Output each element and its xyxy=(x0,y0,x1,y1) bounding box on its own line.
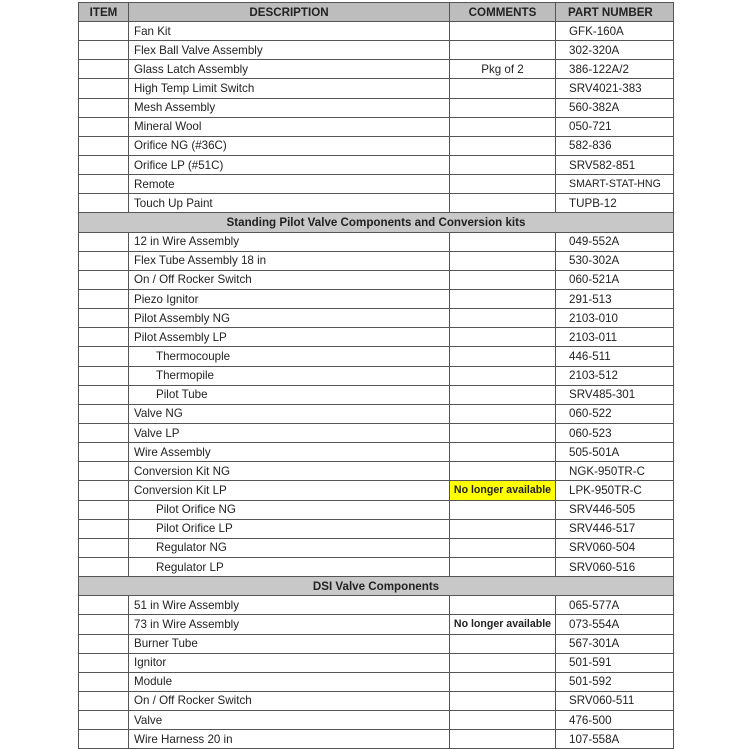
comment-cell xyxy=(450,730,556,749)
description-cell: Glass Latch Assembly xyxy=(129,60,450,79)
section-header-row xyxy=(79,577,674,596)
item-cell xyxy=(79,79,129,98)
comment-cell: Pkg of 2 xyxy=(450,60,556,79)
table-row xyxy=(79,557,674,576)
part-number-cell: 107-558A xyxy=(556,730,674,749)
item-cell xyxy=(79,309,129,328)
part-number-cell: GFK-160A xyxy=(556,22,674,41)
description-cell: Mineral Wool xyxy=(129,117,450,136)
table-row xyxy=(79,538,674,557)
description-cell: Thermopile xyxy=(129,366,450,385)
item-cell xyxy=(79,653,129,672)
item-cell xyxy=(79,232,129,251)
comment-cell xyxy=(450,79,556,98)
comment-cell-unavailable: No longer available xyxy=(450,481,556,500)
description-cell: Burner Tube xyxy=(129,634,450,653)
item-cell xyxy=(79,347,129,366)
comment-cell xyxy=(450,175,556,194)
description-cell: Regulator NG xyxy=(129,538,450,557)
item-cell xyxy=(79,60,129,79)
item-cell xyxy=(79,385,129,404)
table-row xyxy=(79,423,674,442)
comment-cell xyxy=(450,500,556,519)
item-cell xyxy=(79,596,129,615)
item-cell xyxy=(79,730,129,749)
comment-cell xyxy=(450,41,556,60)
item-cell xyxy=(79,117,129,136)
item-cell xyxy=(79,251,129,270)
description-cell: Pilot Tube xyxy=(129,385,450,404)
description-cell: 51 in Wire Assembly xyxy=(129,596,450,615)
item-cell xyxy=(79,615,129,634)
table-row xyxy=(79,672,674,691)
part-number-cell: 446-511 xyxy=(556,347,674,366)
description-cell: Orifice NG (#36C) xyxy=(129,136,450,155)
comment-cell xyxy=(450,404,556,423)
description-cell: On / Off Rocker Switch xyxy=(129,691,450,710)
parts-list-sheet xyxy=(78,2,673,749)
description-cell: On / Off Rocker Switch xyxy=(129,270,450,289)
item-cell xyxy=(79,691,129,710)
comment-cell xyxy=(450,711,556,730)
part-number-cell: SRV060-511 xyxy=(556,691,674,710)
header-item: ITEM xyxy=(79,3,129,22)
description-cell: Conversion Kit NG xyxy=(129,462,450,481)
part-number-cell: 567-301A xyxy=(556,634,674,653)
item-cell xyxy=(79,194,129,213)
item-cell xyxy=(79,22,129,41)
item-cell xyxy=(79,443,129,462)
comment-cell xyxy=(450,385,556,404)
part-number-cell: 530-302A xyxy=(556,251,674,270)
item-cell xyxy=(79,423,129,442)
table-row xyxy=(79,98,674,117)
description-cell: Remote xyxy=(129,175,450,194)
part-number-cell: TUPB-12 xyxy=(556,194,674,213)
table-row xyxy=(79,232,674,251)
comment-cell xyxy=(450,366,556,385)
description-cell: Fan Kit xyxy=(129,22,450,41)
description-cell: Conversion Kit LP xyxy=(129,481,450,500)
item-cell xyxy=(79,155,129,174)
parts-table xyxy=(78,2,674,749)
table-row xyxy=(79,347,674,366)
description-cell: Ignitor xyxy=(129,653,450,672)
part-number-cell: SRV060-504 xyxy=(556,538,674,557)
item-cell xyxy=(79,519,129,538)
table-row xyxy=(79,615,674,634)
comment-cell xyxy=(450,289,556,308)
comment-cell xyxy=(450,596,556,615)
comment-cell xyxy=(450,557,556,576)
description-cell: Touch Up Paint xyxy=(129,194,450,213)
table-row xyxy=(79,117,674,136)
table-body xyxy=(79,22,674,749)
item-cell xyxy=(79,404,129,423)
table-row xyxy=(79,175,674,194)
description-cell: Valve NG xyxy=(129,404,450,423)
table-row xyxy=(79,309,674,328)
table-header xyxy=(79,3,674,22)
table-row xyxy=(79,41,674,60)
table-row xyxy=(79,500,674,519)
table-row xyxy=(79,79,674,98)
comment-cell xyxy=(450,672,556,691)
description-cell: Regulator LP xyxy=(129,557,450,576)
part-number-cell: 582-836 xyxy=(556,136,674,155)
part-number-cell: 060-521A xyxy=(556,270,674,289)
item-cell xyxy=(79,175,129,194)
table-row xyxy=(79,443,674,462)
description-cell: Wire Assembly xyxy=(129,443,450,462)
description-cell: Module xyxy=(129,672,450,691)
part-number-cell: 060-523 xyxy=(556,423,674,442)
description-cell: Wire Harness 20 in xyxy=(129,730,450,749)
item-cell xyxy=(79,98,129,117)
item-cell xyxy=(79,557,129,576)
item-cell xyxy=(79,634,129,653)
comment-cell xyxy=(450,251,556,270)
part-number-cell: SRV485-301 xyxy=(556,385,674,404)
table-row xyxy=(79,251,674,270)
part-number-cell: 060-522 xyxy=(556,404,674,423)
comment-cell xyxy=(450,136,556,155)
part-number-cell: 501-591 xyxy=(556,653,674,672)
part-number-cell: 386-122A/2 xyxy=(556,60,674,79)
item-cell xyxy=(79,366,129,385)
description-cell: Thermocouple xyxy=(129,347,450,366)
table-row xyxy=(79,366,674,385)
table-row xyxy=(79,328,674,347)
part-number-cell: 050-721 xyxy=(556,117,674,136)
part-number-cell: 560-382A xyxy=(556,98,674,117)
item-cell xyxy=(79,711,129,730)
part-number-cell: 505-501A xyxy=(556,443,674,462)
comment-cell xyxy=(450,691,556,710)
part-number-cell: NGK-950TR-C xyxy=(556,462,674,481)
part-number-cell: 291-513 xyxy=(556,289,674,308)
table-row xyxy=(79,711,674,730)
comment-cell xyxy=(450,22,556,41)
part-number-cell: 049-552A xyxy=(556,232,674,251)
description-cell: Mesh Assembly xyxy=(129,98,450,117)
description-cell: Valve xyxy=(129,711,450,730)
comment-cell xyxy=(450,653,556,672)
item-cell xyxy=(79,136,129,155)
description-cell: Flex Tube Assembly 18 in xyxy=(129,251,450,270)
part-number-cell: 501-592 xyxy=(556,672,674,691)
comment-cell xyxy=(450,194,556,213)
table-row xyxy=(79,634,674,653)
part-number-cell: 073-554A xyxy=(556,615,674,634)
section-title-standing-pilot: Standing Pilot Valve Components and Conversion kits xyxy=(79,213,674,232)
comment-cell xyxy=(450,443,556,462)
comment-cell xyxy=(450,270,556,289)
description-cell: Flex Ball Valve Assembly xyxy=(129,41,450,60)
comment-cell-unavailable: No longer available xyxy=(450,615,556,634)
comment-cell xyxy=(450,155,556,174)
description-cell: Valve LP xyxy=(129,423,450,442)
comment-cell xyxy=(450,328,556,347)
part-number-cell: SMART-STAT-HNG xyxy=(556,175,674,194)
table-row xyxy=(79,653,674,672)
part-number-cell: 065-577A xyxy=(556,596,674,615)
part-number-cell: SRV582-851 xyxy=(556,155,674,174)
part-number-cell: SRV060-516 xyxy=(556,557,674,576)
description-cell: 12 in Wire Assembly xyxy=(129,232,450,251)
table-row xyxy=(79,481,674,500)
comment-cell xyxy=(450,117,556,136)
part-number-cell: SRV4021-383 xyxy=(556,79,674,98)
part-number-cell: 2103-011 xyxy=(556,328,674,347)
header-comments: COMMENTS xyxy=(450,3,556,22)
header-row xyxy=(79,3,674,22)
description-cell: Orifice LP (#51C) xyxy=(129,155,450,174)
item-cell xyxy=(79,500,129,519)
table-row xyxy=(79,691,674,710)
comment-cell xyxy=(450,98,556,117)
item-cell xyxy=(79,462,129,481)
part-number-cell: SRV446-505 xyxy=(556,500,674,519)
description-cell: High Temp Limit Switch xyxy=(129,79,450,98)
part-number-cell: 302-320A xyxy=(556,41,674,60)
item-cell xyxy=(79,538,129,557)
part-number-cell: 2103-010 xyxy=(556,309,674,328)
table-row xyxy=(79,194,674,213)
part-number-cell: 476-500 xyxy=(556,711,674,730)
item-cell xyxy=(79,289,129,308)
header-part-number: PART NUMBER xyxy=(556,3,674,22)
table-row xyxy=(79,596,674,615)
item-cell xyxy=(79,672,129,691)
table-row xyxy=(79,289,674,308)
section-title-dsi: DSI Valve Components xyxy=(79,577,674,596)
description-cell: 73 in Wire Assembly xyxy=(129,615,450,634)
comment-cell xyxy=(450,519,556,538)
item-cell xyxy=(79,41,129,60)
part-number-cell: 2103-512 xyxy=(556,366,674,385)
description-cell: Pilot Orifice LP xyxy=(129,519,450,538)
description-cell: Piezo Ignitor xyxy=(129,289,450,308)
table-row xyxy=(79,462,674,481)
table-row xyxy=(79,385,674,404)
header-description: DESCRIPTION xyxy=(129,3,450,22)
table-row xyxy=(79,519,674,538)
comment-cell xyxy=(450,232,556,251)
table-row xyxy=(79,270,674,289)
table-row xyxy=(79,155,674,174)
table-row xyxy=(79,60,674,79)
description-cell: Pilot Orifice NG xyxy=(129,500,450,519)
part-number-cell: LPK-950TR-C xyxy=(556,481,674,500)
item-cell xyxy=(79,481,129,500)
table-row xyxy=(79,136,674,155)
description-cell: Pilot Assembly NG xyxy=(129,309,450,328)
table-row xyxy=(79,404,674,423)
table-row xyxy=(79,730,674,749)
description-cell: Pilot Assembly LP xyxy=(129,328,450,347)
comment-cell xyxy=(450,462,556,481)
comment-cell xyxy=(450,538,556,557)
comment-cell xyxy=(450,634,556,653)
table-row xyxy=(79,22,674,41)
comment-cell xyxy=(450,423,556,442)
section-header-row xyxy=(79,213,674,232)
item-cell xyxy=(79,270,129,289)
part-number-cell: SRV446-517 xyxy=(556,519,674,538)
comment-cell xyxy=(450,347,556,366)
item-cell xyxy=(79,328,129,347)
comment-cell xyxy=(450,309,556,328)
